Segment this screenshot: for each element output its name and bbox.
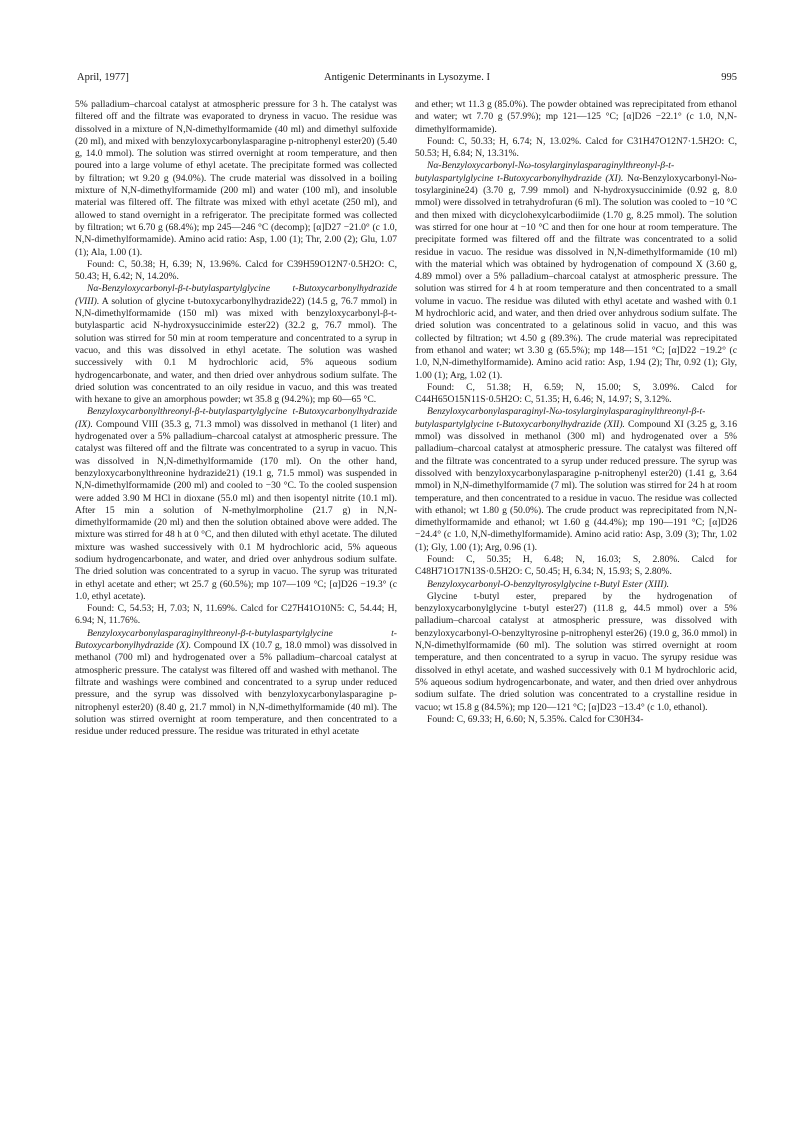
body-paragraph <box>75 628 397 739</box>
body-paragraph <box>75 99 397 259</box>
left-column <box>75 99 397 738</box>
compound-heading: Benzyloxycarbonylasparaginyl-Nω-tosylarginylasparaginylthreonyl-β-t-butylaspartylglycine t-Butoxycarbonylhydrazide (XII). <box>415 406 706 430</box>
paragraph-text: Compound IX (10.7 g, 18.0 mmol) was dissolved in methanol (700 ml) and hydrogenated over a 5% palladium–charcoal catalyst at atmospheric pressure. The catalyst was filtered off and washed with methanol. The filtrate and washings were combined and concentrated to a syrup under reduced pressure, and the syrup was dissolved with benzyloxycarbonylasparagine p-nitrophenyl ester20) (8.40 g, 21.7 mmol) in N,N-dimethylformamide (40 ml). The solution was stirred overnight at room temperature, and then concentrated to a residue under reduced pressure. The residue was triturated in ethyl acetate <box>75 640 398 738</box>
analysis-paragraph <box>415 382 737 407</box>
body-paragraph <box>415 579 737 591</box>
paragraph-text: 5% palladium–charcoal catalyst at atmospheric pressure for 3 h. The catalyst was filtered off and the filtrate was evaporated to dryness in vacuo. The residue was dissolved in a mixture of N,N-dimethylformamide (40 ml) and dimethyl sulfoxide (20 ml), and mixed with benzyloxycarbonylasparagine p-nitrophenyl ester20) (5.40 g, 14.0 mmol). The solution was stirred overnight at room temperature, and then poured into a large volume of ethyl acetate. The precipitate formed was collected by filtration; wt 9.20 g (94.0%). The crude material was dissolved in a boiling mixture of N,N-dimethylformamide (200 ml) and water (100 ml), and insoluble material was filtered off. The filtrate was mixed with ethyl acetate (250 ml), and allowed to stand overnight in a refrigerator. The precipitate formed was collected by filtration; wt 6.70 g (68.4%); mp 245—246 °C (decomp); [α]D27 −21.0° (c 1.0, N,N-dimethylformamide). Amino acid ratio: Asp, 1.00 (1); Thr, 2.00 (2); Glu, 1.07 (1); Ala, 1.00 (1). <box>75 99 397 258</box>
header-date: April, 1977] <box>77 72 129 83</box>
compound-heading: Nα-Benzyloxycarbonyl-Nω-tosylarginylasparaginylthreonyl-β-t-butylaspartylglycine t-Butoxycarbonylhydrazide (XI). <box>415 160 675 184</box>
analysis-paragraph <box>415 714 737 726</box>
paragraph-text: Compound VIII (35.3 g, 71.3 mmol) was dissolved in methanol (1 liter) and hydrogenated over a 5% palladium–charcoal catalyst at atmospheric pressure. The catalyst was filtered off and the filtrate was concentrated to a syrup in vacuo. This was dissolved in N,N-dimethylformamide (170 ml). On the other hand, benzyloxycarbonylthreonine hydrazide21) (19.1 g, 71.5 mmol) was suspended in N,N-dimethylformamide (200 ml) and cooled to −30 °C. To the cooled suspension were added 3.90 M HCl in dioxane (55.0 ml) and then isopentyl nitrite (10.1 ml). After 15 min a solution of N-methylmorpholine (21.7 g) in N,N-dimethylformamide (20 ml) and then the solution obtained above were added. The mixture was stirred for 48 h at 0 °C, and then diluted with ethyl acetate. The diluted mixture was washed successively with 0.1 M hydrochloric acid, 5% aqueous sodium hydrogencarbonate, and water, and dried over anhydrous sodium sulfate. The dried solution was concentrated to a syrup in vacuo. The syrup was triturated in ethyl acetate and ether; wt 25.7 g (60.5%); mp 107—109 °C; [α]D26 −19.3° (c 1.0, ethyl acetate). <box>75 418 397 602</box>
paragraph-text: Compound XI (3.25 g, 3.16 mmol) was dissolved in methanol (300 ml) and hydrogenated over a 5% palladium–charcoal catalyst at atmospheric pressure. The catalyst was filtered off and the filtrate was concentrated to a syrup under reduced pressure. The syrup was dissolved with benzyloxycarbonylasparagine p-nitrophenyl ester20) (1.41 g, 3.64 mmol) in N,N-dimethylformamide (7 ml). The solution was stirred for 24 h at room temperature, and then concentrated to a residue in vacuo. The residue was collected with ethanol; wt 1.80 g (50.0%). The crude product was reprecipitated from N,N-dimethylformamide and ethanol; wt 1.60 g (44.4%); mp 190—191 °C; [α]D26 −24.4° (c 1.0, N,N-dimethylformamide). Amino acid ratio: Asp, 3.09 (3); Thr, 1.02 (1); Gly, 1.00 (1); Arg, 0.96 (1). <box>415 418 737 553</box>
analysis-paragraph <box>415 136 737 161</box>
running-header <box>77 72 737 86</box>
analysis-paragraph <box>415 554 737 579</box>
paragraph-text: Nα-Benzyloxycarbonyl-Nω-tosylarginine24) (3.70 g, 7.99 mmol) and N-hydroxysuccinimide (0.92 g, 8.0 mmol) were dissolved in tetrahydrofuran (6 ml). The solution was cooled to −10 °C and then mixed with dicyclohexylcarbodiimide (1.70 g, 8.25 mmol). The solution was stirred for one hour at −10 °C and then for one hour at room temperature. The precipitate formed was filtered off and the filtrate was concentrated to a solid residue in vacuo. The residue was dissolved in N,N-dimethylformamide (10 ml) with the material which was obtained by hydrogenation of compound X (3.60 g, 4.89 mmol) over a 5% palladium–charcoal catalyst at atmospheric pressure. The solution was stirred for 4 h at room temperature and then concentrated to a small volume in vacuo. The residue was diluted with ethyl acetate and washed with 0.1 M hydrochloric acid, and water, and then dried over anhydrous sodium sulfate. The dried solution was concentrated to a gelatinous solid in vacuo, and this was collected by filtration; wt 4.50 g (89.3%). The crude material was reprecipitated from ethanol and water; wt 3.30 g (65.5%); mp 148—151 °C; [α]D22 −19.2° (c 1.0, N,N-dimethylformamide). Amino acid ratio: Asp, 1.94 (2); Thr, 0.92 (1); Gly, 1.00 (1); Arg, 1.02 (1). <box>415 172 738 381</box>
compound-heading: Nα-Benzyloxycarbonyl-β-t-butylaspartylglycine t-Butoxycarbonylhydrazide (VIII). <box>75 283 397 307</box>
paragraph-text: Glycine t-butyl ester, prepared by the hydrogenation of benzyloxycarbonylglycine t-butyl ester27) (11.8 g, 44.5 mmol) over a 5% palladium–charcoal catalyst at atmospheric pressure, was dissolved with benzyloxycarbonyl-O-benzyltyrosine p-nitrophenyl ester26) (19.0 g, 36.0 mmol) in N,N-dimethylformamide (60 ml). The solution was stirred overnight at room temperature, and then concentrated to a syrup in vacuo. The syrupy residue was dissolved in ethyl acetate, and washed successively with 0.1 M hydrochloric acid, 5% aqueous sodium hydrogencarbonate, and water, and then dried over anhydrous sodium sulfate. The dried solution was concentrated to a crystalline residue in vacuo; wt 15.8 g (84.5%); mp 120—121 °C; [α]D23 −13.4° (c 1.0, ethanol). <box>415 590 737 713</box>
body-paragraph <box>415 160 737 381</box>
compound-heading: Benzyloxycarbonylasparaginylthreonyl-β-t-butylaspartylglycine t-Butoxycarbonylhydrazide (X). <box>75 627 397 652</box>
body-paragraph <box>75 283 397 406</box>
paragraph-text: Found: C, 50.38; H, 6.39; N, 13.96%. Calcd for C39H59O12N7·0.5H2O: C, 50.43; H, 6.42; N, 14.20%. <box>75 258 397 283</box>
paragraph-text: Found: C, 51.38; H, 6.59; N, 15.00; S, 3.09%. Calcd for C44H65O15N11S·0.5H2O: C, 51.35; H, 6.46; N, 14.97; S, 3.12%. <box>415 381 737 406</box>
body-paragraph <box>415 99 737 136</box>
body-paragraph <box>415 591 737 714</box>
body-paragraph <box>415 406 737 554</box>
analysis-paragraph <box>75 603 397 628</box>
paragraph-text: Found: C, 50.35; H, 6.48; N, 16.03; S, 2.80%. Calcd for C48H71O17N13S·0.5H2O: C, 50.45; H, 6.34; N, 15.93; S, 2.80%. <box>415 553 737 578</box>
compound-heading: Benzyloxycarbonylthreonyl-β-t-butylaspartylglycine t-Butoxycarbonylhydrazide (IX). <box>75 406 397 430</box>
paragraph-text: Found: C, 69.33; H, 6.60; N, 5.35%. Calcd for C30H34- <box>427 713 644 725</box>
compound-heading: Benzyloxycarbonyl-O-benzyltyrosylglycine t-Butyl Ester (XIII). <box>427 578 670 590</box>
paragraph-text: Found: C, 54.53; H, 7.03; N, 11.69%. Calcd for C27H41O10N5: C, 54.44; H, 6.94; N, 11.76%. <box>75 603 397 627</box>
body-paragraph <box>75 406 397 603</box>
header-title: Antigenic Determinants in Lysozyme. I <box>324 72 490 83</box>
paragraph-text: and ether; wt 11.3 g (85.0%). The powder obtained was reprecipitated from ethanol and water; wt 7.70 g (57.9%); mp 121—125 °C; [α]D26 −22.1° (c 1.0, N,N-dimethylformamide). <box>415 99 737 135</box>
paragraph-text: Found: C, 50.33; H, 6.74; N, 13.02%. Calcd for C31H47O12N7·1.5H2O: C, 50.53; H, 6.84; N, 13.31%. <box>415 135 737 160</box>
paragraph-text: A solution of glycine t-butoxycarbonylhydrazide22) (14.5 g, 76.7 mmol) in N,N-dimethylformamide (150 ml) was mixed with benzyloxycarbonyl-β-t-butylaspartic acid N-hydroxysuccinimide ester22) (32.2 g, 76.7 mmol). The solution was stirred for 50 min at room temperature and concentrated to a syrup in vacuo, and this was dissolved in ethyl acetate. The solution was washed successively with 0.1 M hydrochloric acid, 5% aqueous sodium hydrogencarbonate, and water, and then dried over anhydrous sodium sulfate. The dried solution was concentrated to an oily residue in vacuo, and this was treated with hexane to give an amorphous powder; wt 35.8 g (94.2%); mp 60—65 °C. <box>75 295 397 406</box>
analysis-paragraph <box>75 259 397 284</box>
page-number: 995 <box>721 72 737 83</box>
right-column <box>415 99 737 726</box>
